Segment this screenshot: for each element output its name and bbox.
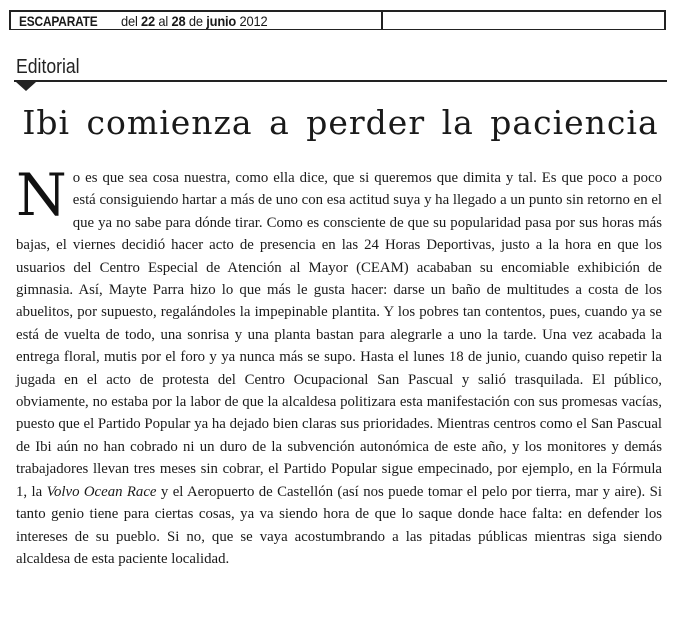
article-text-end: y el Aeropuerto de Castellón (así nos puede tomar el pelo por tierra, mar y aire). Si tanto genio tiene para ciertas cosas, ya va siendo hora de que lo saque donde hace falta: en defender los intereses de su pueblo. Si no, que se vaya acostumbrando a las pitadas públicas mientras siga siendo alcaldesa de esta paciente localidad. [16,483,662,567]
page-header [9,10,666,30]
date-day-start: 22 [141,13,156,29]
article-headline: Ibi comienza a perder la paciencia [22,103,659,142]
triangle-marker-icon [16,82,36,91]
newspaper-section-name: ESCAPARATE [19,13,98,29]
date-de: de [188,13,203,29]
article-italic-text: Volvo Ocean Race [46,483,157,500]
article-text: o es que sea cosa nuestra, como ella dice, que si queremos que dimita y tal. Es que poco a poco está consiguiendo hartar a más de uno con esa actitud suya y ha llegado a un punto sin retorno en el que ya no sabe para dónde tirar. Como es consciente de que su popularidad pasa por sus horas más bajas, el viernes decidió hacer acto de presencia en las 24 Horas Deportivas, justo a la hora en que los usuarios del Centro Especial de Atención al Mayor (CEAM) acababan su encomiable exhibición de gimnasia. Así, Mayte Parra hizo lo que más le gusta hacer: darse un baño de multitudes a costa de los abuelitos, por supuesto, regalándoles la impepinable plantita. Y los pobres tan contentos, pues, cuando ya se está de vuelta de todo, una sonrisa y una planta bastan para alegrarle a uno la tarde. Una vez acabada la entrega floral, mutis por el foro y ya nunca más se supo. Hasta el lunes 18 de junio, cuando quiso repetir la jugada en el acto de protesta del Centro Ocupacional San Pascual y salió trasquilada. El público, obviamente, no estaba por la labor de que la alcaldesa politizara esta manifestación con sus promesas vacías, puesto que el Partido Popular ya ha dejado bien claras sus prioridades. Mientras centros como el San Pascual de Ibi aún no han cobrado ni un duro de la subvención autonómica de este año, y los monitores y demás trabajadores llevan tres meses sin cobrar, el Partido Popular sigue empecinado, por ejemplo, en la Fórmula 1, la [16,170,662,500]
date-prefix: del [121,13,138,29]
section-label: Editorial [16,56,80,78]
section-rule [14,80,667,82]
issue-date [121,12,267,30]
article-body [16,161,662,570]
date-month: junio [206,13,237,29]
date-connector: al [158,13,169,29]
header-divider [381,11,383,30]
date-year: 2012 [239,13,268,29]
date-day-end: 28 [171,13,186,29]
drop-cap: N [16,161,67,229]
